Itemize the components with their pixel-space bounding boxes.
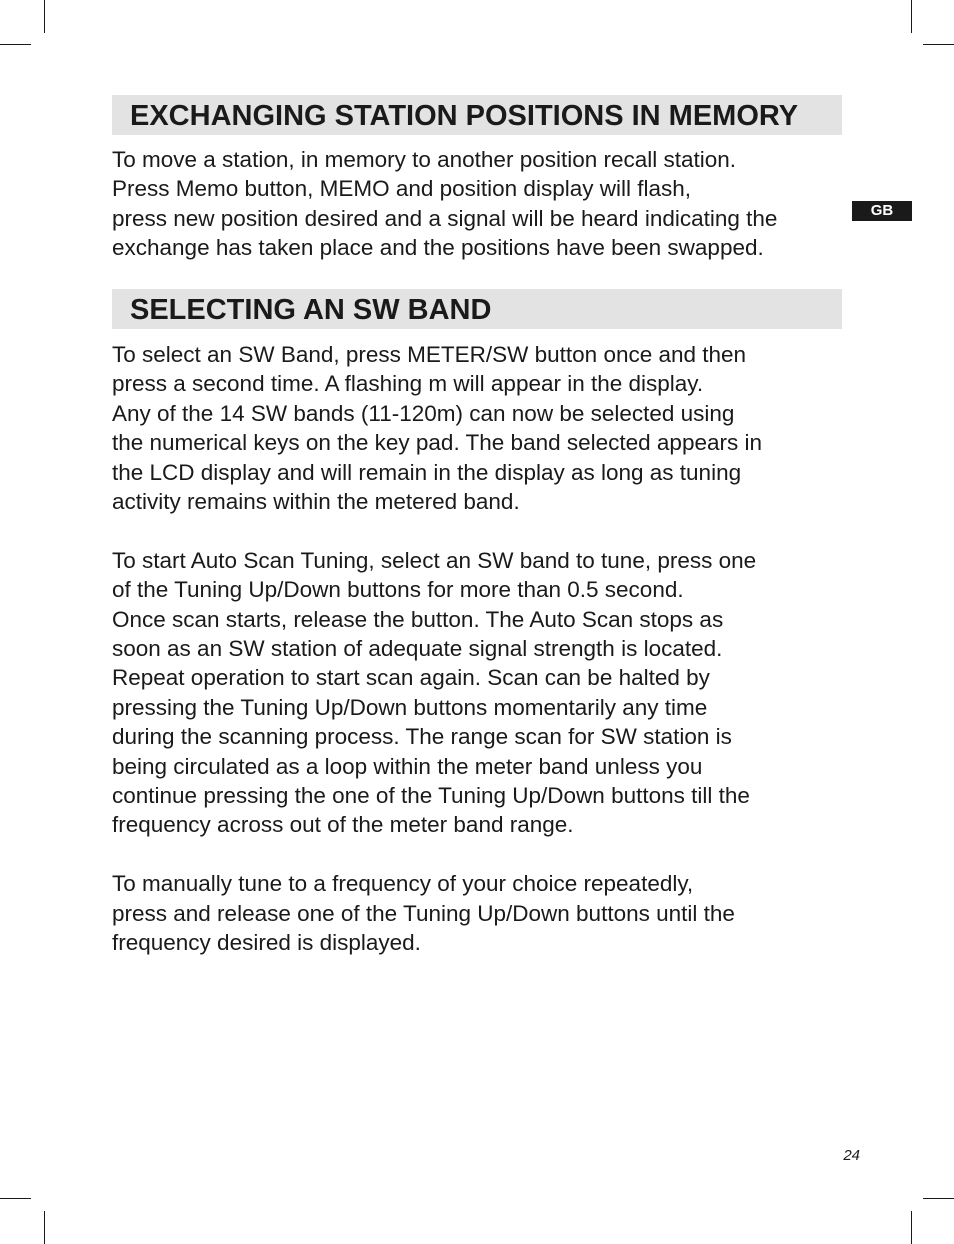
text-line: being circulated as a loop within the meter band unless you [112,753,703,779]
crop-mark [44,1211,45,1244]
text-line: Press Memo button, MEMO and position display will flash, [112,176,691,202]
text-line: To select an SW Band, press METER/SW button once and then [112,342,747,367]
text-line: exchange has taken place and the positions have been swapped. [112,235,764,261]
crop-mark [911,0,912,33]
paragraph [112,546,852,840]
section-body-exchanging-positions [112,145,852,263]
text-line: activity remains within the metered band. [112,489,520,515]
text-line: Any of the 14 SW bands (11-120m) can now be selected using [112,400,735,426]
page-number: 24 [843,1147,860,1164]
text-line: soon as an SW station of adequate signal strength is located. [112,636,723,662]
crop-mark [923,44,954,45]
text-line: the LCD display and will remain in the display as long as tuning [112,459,742,485]
text-line: To manually tune to a frequency of your choice repeatedly, [112,871,694,897]
section-heading-exchanging-positions: EXCHANGING STATION POSITIONS IN MEMORY [112,95,842,135]
text-line: frequency desired is displayed. [112,930,421,956]
language-tab: GB [852,201,912,221]
section-body-selecting-sw-band [112,340,852,958]
text-line: frequency across out of the meter band range. [112,812,574,838]
crop-mark [0,44,31,45]
text-line: the numerical keys on the key pad. The band selected appears in [112,430,762,456]
text-line: during the scanning process. The range scan for SW station is [112,724,732,750]
crop-mark [923,1198,954,1199]
paragraph [112,340,852,516]
crop-mark [911,1211,912,1244]
text-line: of the Tuning Up/Down buttons for more than 0.5 second. [112,577,684,603]
text-line: Once scan starts, release the button. The Auto Scan stops as [112,606,724,632]
text-line: Repeat operation to start scan again. Scan can be halted by [112,665,710,691]
crop-mark [44,0,45,33]
text-line: To start Auto Scan Tuning, select an SW band to tune, press one [112,547,757,573]
text-line: press and release one of the Tuning Up/Down buttons until the [112,900,735,926]
section-heading-selecting-sw-band: SELECTING AN SW BAND [112,289,842,329]
paragraph [112,145,852,263]
text-line: press new position desired and a signal will be heard indicating the [112,205,778,231]
text-line: continue pressing the one of the Tuning Up/Down buttons till the [112,783,750,809]
crop-mark [0,1198,31,1199]
text-line: press a second time. A flashing m will appear in the display. [112,371,704,397]
text-line: pressing the Tuning Up/Down buttons momentarily any time [112,694,708,720]
paragraph [112,869,852,957]
text-line: To move a station, in memory to another position recall station. [112,147,737,172]
